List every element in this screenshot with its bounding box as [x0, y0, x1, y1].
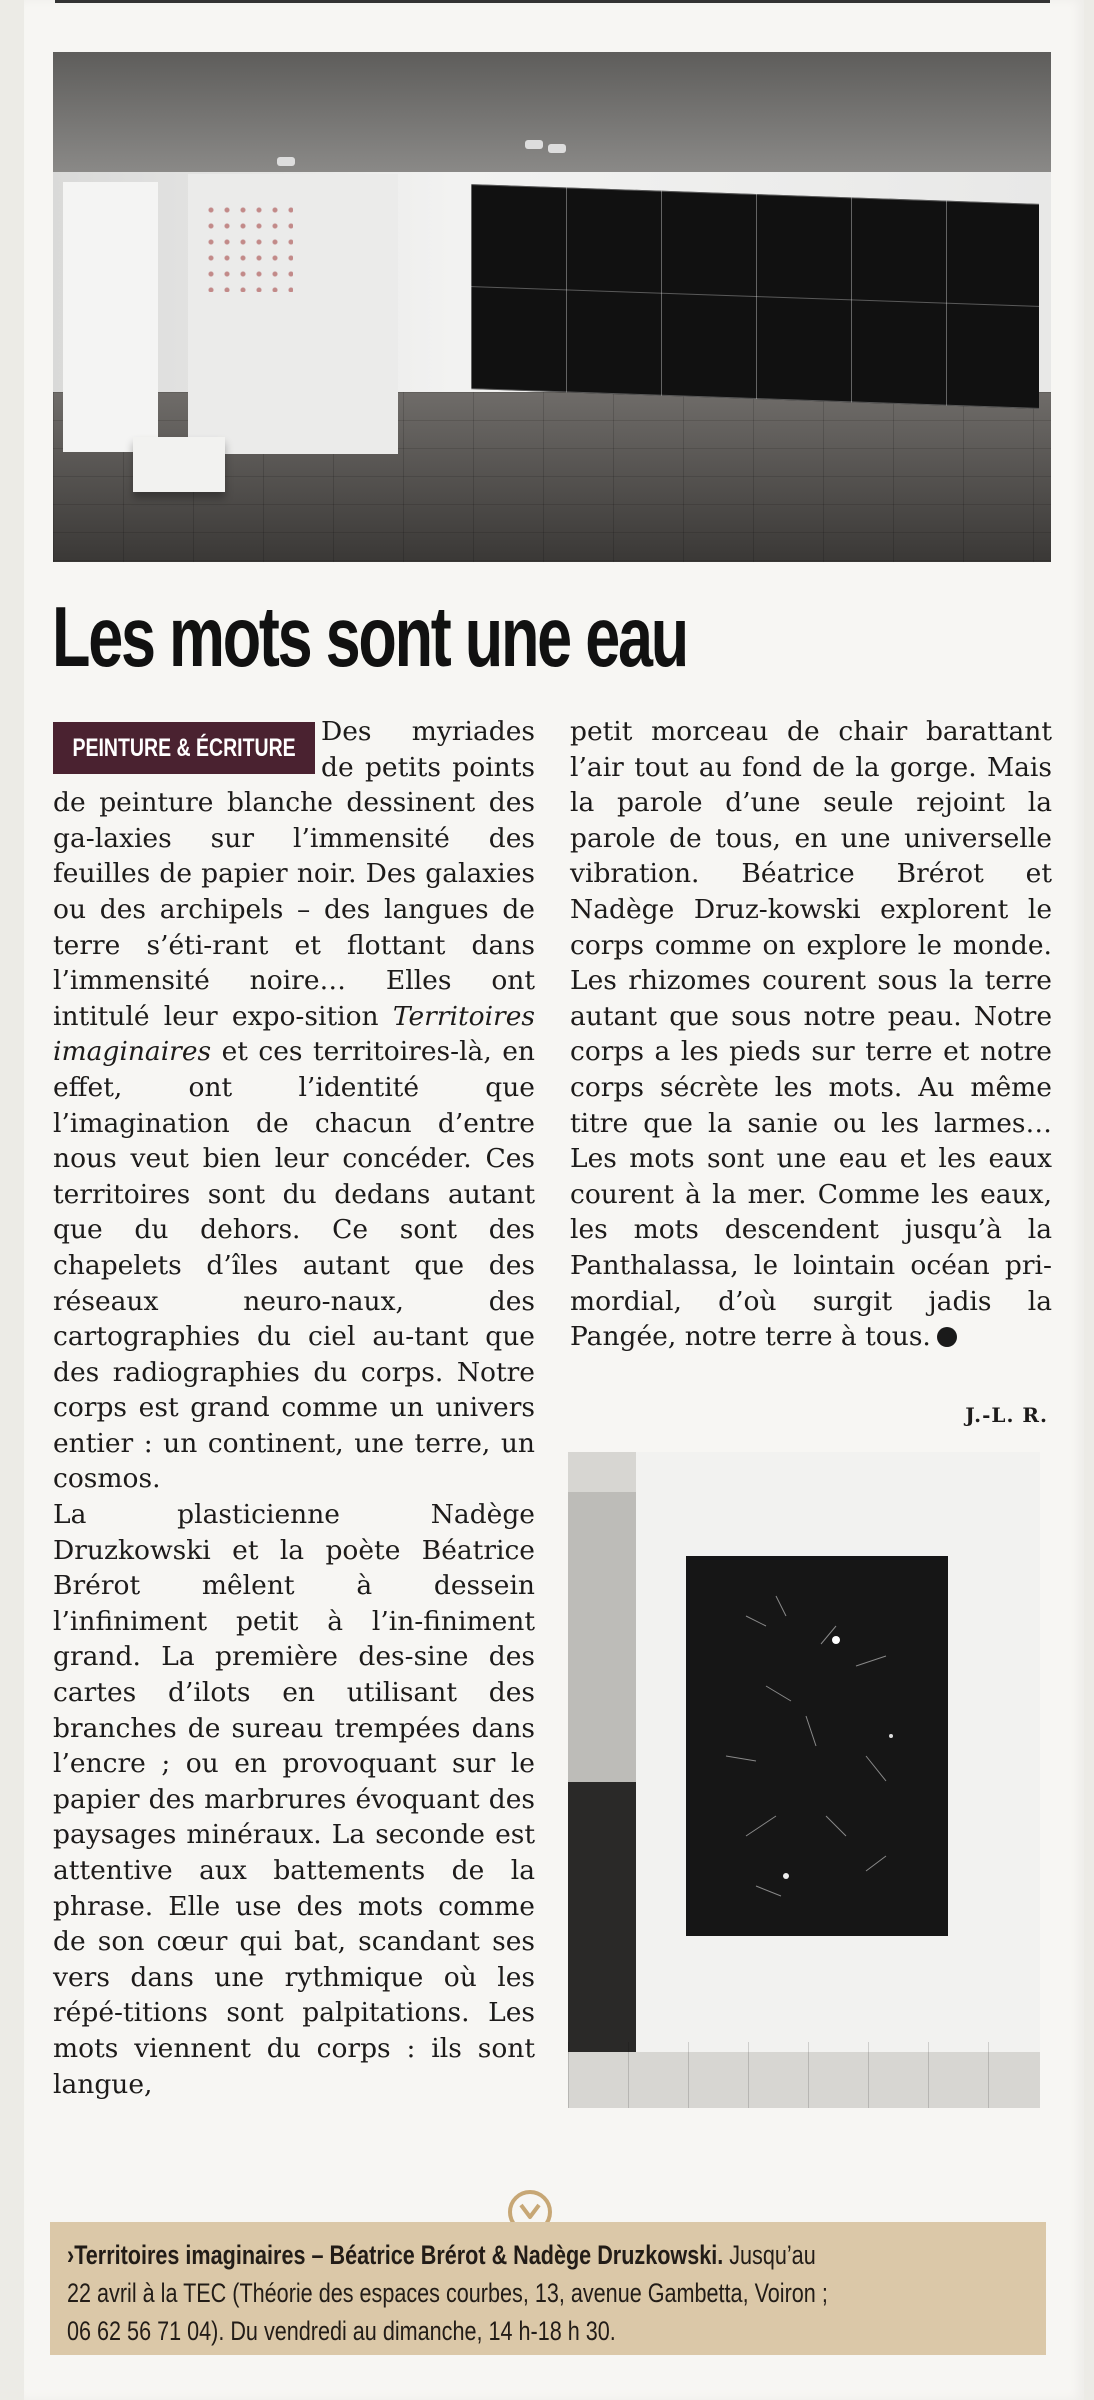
info-venue: 22 avril à la TEC (Théorie des espaces courbes, 13, avenue Gambetta, Voiron ; [67, 2278, 828, 2308]
paragraph-2: La plasticienne Nadège Druzkowski et la poète Béatrice Brérot mêlent à dessein l’infiniment petit à l’in-finiment grand. La première des-sine des cartes d’ilots en utilisant des branches de sureau trempées dans l’encre ; ou en provoquant sur le papier des marbrures évoquant des paysages minéraux. La seconde est attentive aux battements de la phrase. Elle use des mots comme de son cœur qui bat, scandant ses vers dans une rythmique où les répé-titions sont palpitations. Les mots viennent du corps : ils sont langue, [53, 1499, 536, 2100]
paragraph-1: Des myriades de petits points de peinture blanche dessinent des ga-laxies sur l’immensité des feuilles de papier noir. Des galaxies ou des archipels – des langues de terre s’éti-rant et flottant dans l’immensité noire… Elles ont intitulé leur expo-sition Territoires imaginaires et ces territoires-là, en effet, ont l’identité que l’imagination de chacun d’entre nous veut bien leur concéder. Ces territoires sont du dedans autant que du dehors. Ce sont des chapelets d’îles autant que des réseaux neuro-naux, des cartographies du ciel au-tant que des radiographies du corps. Notre corps est grand comme un univers entier : un continent, une terre, un cosmos. [53, 716, 535, 1495]
gallery-floor [568, 2042, 1040, 2108]
doorway-shadow [568, 1782, 636, 2052]
bullet-icon [937, 1327, 957, 1347]
gallery-pillar [63, 182, 158, 452]
top-rule [55, 0, 1050, 3]
ceiling-spotlight [548, 144, 566, 153]
exhibition-info-box [50, 2222, 1046, 2355]
black-starfield-artwork [686, 1556, 948, 1936]
exhibition-title-italic: Territoires imaginaires [53, 1000, 535, 1068]
article-column-1 [53, 714, 535, 2102]
kicker-spacer [53, 714, 321, 784]
exhibition-photo-top [53, 52, 1051, 562]
author-signature: J.-L. R. [965, 1403, 1048, 1427]
starfield-marks [686, 1556, 948, 1936]
info-title: ›Territoires imaginaires – Béatrice Brérot & Nadège Druzkowski. [67, 2240, 724, 2270]
paragraph-3: petit morceau de chair barattant l’air tout au fond de la gorge. Mais la parole d’une seule rejoint la parole de tous, en une universelle vibration. Béatrice Brérot et Nadège Druz-kowski explorent le corps comme on explore le monde. Les rhizomes courent sous la terre autant que sous notre peau. Notre corps a les pieds sur terre et notre corps sécrète les mots. Au même titre que la sanie ou les larmes… Les mots sont une eau et les eaux courent à la mer. Comme les eaux, les mots descendent jusqu’à la Panthalassa, le lointain océan pri-mordial, d’où surgit jadis la Pangée, notre terre à tous. [570, 716, 1052, 1353]
gallery-ceiling [53, 52, 1051, 172]
info-dates: Jusqu’au [723, 2240, 816, 2270]
black-panel-artwork [471, 184, 1039, 409]
info-hours: 06 62 56 71 04). Du vendredi au dimanche, 14 h-18 h 30. [67, 2316, 616, 2346]
article-headline: Les mots sont une eau [52, 590, 687, 685]
ceiling-spotlight [525, 140, 543, 149]
ceiling-spotlight [277, 157, 295, 166]
exhibition-info-text [67, 2236, 1043, 2350]
article-column-2 [570, 714, 1052, 1355]
exhibition-photo-bottom [568, 1452, 1040, 2108]
kicker-label: PEINTURE & ÉCRITURE [72, 733, 296, 762]
dotted-artwork [203, 202, 293, 292]
white-plinth [133, 437, 225, 492]
